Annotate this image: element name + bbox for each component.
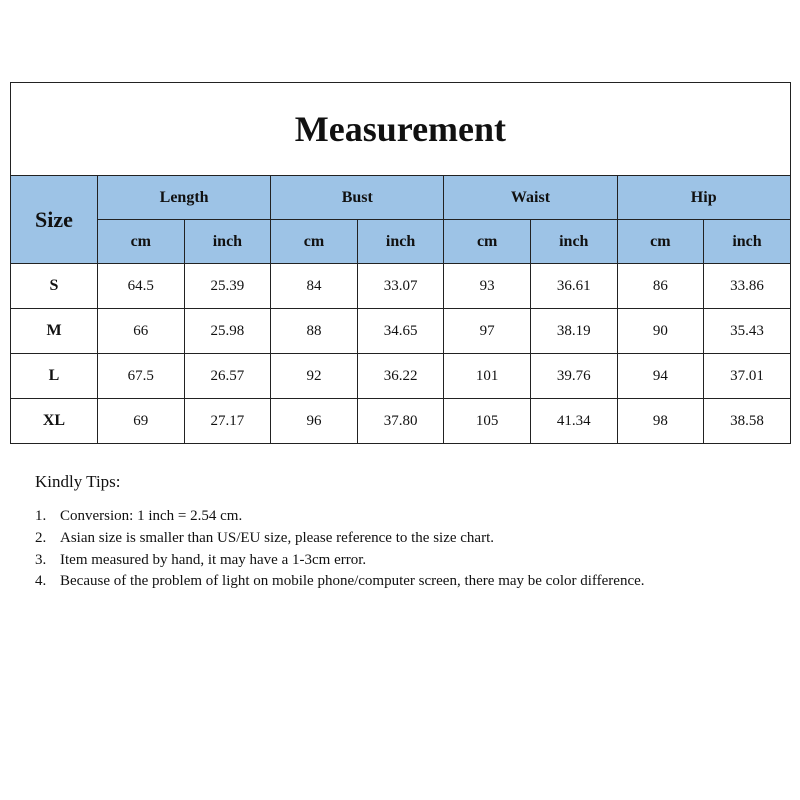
- value-cell: 25.98: [184, 309, 271, 354]
- value-cell: 34.65: [357, 309, 444, 354]
- hip-header: Hip: [617, 176, 790, 220]
- value-cell: 35.43: [704, 309, 791, 354]
- value-cell: 88: [271, 309, 358, 354]
- tip-number: 1.: [35, 508, 47, 524]
- value-cell: 98: [617, 399, 704, 444]
- value-cell: 90: [617, 309, 704, 354]
- value-cell: 97: [444, 309, 531, 354]
- size-cell: M: [11, 309, 98, 354]
- tips-list: [35, 506, 675, 593]
- size-chart-table: [10, 82, 791, 444]
- tip-number: 4.: [35, 573, 47, 590]
- value-cell: 37.01: [704, 354, 791, 399]
- size-header: Size: [11, 176, 98, 264]
- length-header: Length: [98, 176, 271, 220]
- value-cell: 92: [271, 354, 358, 399]
- tip-text: Conversion: 1 inch = 2.54 cm.: [60, 508, 243, 524]
- tip-text: Asian size is smaller than US/EU size, please reference to the size chart.: [60, 529, 494, 546]
- value-cell: 33.07: [357, 264, 444, 309]
- value-cell: 86: [617, 264, 704, 309]
- size-cell: XL: [11, 399, 98, 444]
- value-cell: 69: [98, 399, 185, 444]
- tips-heading: Kindly Tips:: [35, 472, 121, 491]
- unit-header-cm: cm: [444, 220, 531, 264]
- value-cell: 101: [444, 354, 531, 399]
- tip-number: 3.: [35, 551, 47, 568]
- value-cell: 96: [271, 399, 358, 444]
- tip-item: [35, 506, 675, 528]
- table-row: [11, 399, 791, 444]
- value-cell: 25.39: [184, 264, 271, 309]
- table-row: [11, 354, 791, 399]
- size-cell: S: [11, 264, 98, 309]
- value-cell: 27.17: [184, 399, 271, 444]
- unit-header-inch: inch: [357, 220, 444, 264]
- tip-number: 2.: [35, 529, 47, 546]
- bust-header: Bust: [271, 176, 444, 220]
- value-cell: 37.80: [357, 399, 444, 444]
- unit-header-cm: cm: [617, 220, 704, 264]
- size-cell: L: [11, 354, 98, 399]
- value-cell: 94: [617, 354, 704, 399]
- value-cell: 38.58: [704, 399, 791, 444]
- unit-header-inch: inch: [184, 220, 271, 264]
- table-row: [11, 264, 791, 309]
- value-cell: 39.76: [530, 354, 617, 399]
- value-cell: 36.22: [357, 354, 444, 399]
- tip-item: [35, 528, 675, 550]
- value-cell: 26.57: [184, 354, 271, 399]
- tip-text: Because of the problem of light on mobile phone/computer screen, there may be color difference.: [60, 573, 645, 590]
- unit-header-inch: inch: [704, 220, 791, 264]
- chart-title: Measurement: [11, 83, 791, 176]
- value-cell: 66: [98, 309, 185, 354]
- tip-text: Item measured by hand, it may have a 1-3cm error.: [60, 551, 367, 568]
- value-cell: 105: [444, 399, 531, 444]
- value-cell: 67.5: [98, 354, 185, 399]
- tip-item: [35, 550, 675, 572]
- tip-item: [35, 571, 675, 593]
- value-cell: 38.19: [530, 309, 617, 354]
- unit-header-cm: cm: [271, 220, 358, 264]
- value-cell: 64.5: [98, 264, 185, 309]
- value-cell: 93: [444, 264, 531, 309]
- value-cell: 41.34: [530, 399, 617, 444]
- unit-header-inch: inch: [530, 220, 617, 264]
- value-cell: 36.61: [530, 264, 617, 309]
- value-cell: 84: [271, 264, 358, 309]
- unit-header-cm: cm: [98, 220, 185, 264]
- waist-header: Waist: [444, 176, 617, 220]
- table-row: [11, 309, 791, 354]
- value-cell: 33.86: [704, 264, 791, 309]
